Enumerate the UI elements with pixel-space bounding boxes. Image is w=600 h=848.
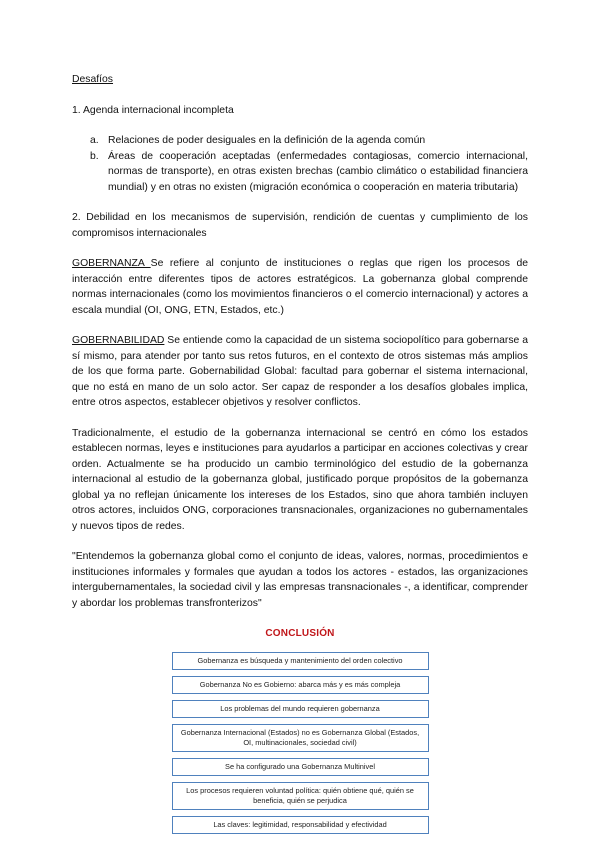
conclusion-box: Gobernanza No es Gobierno: abarca más y es más compleja	[172, 676, 429, 694]
gobernanza-paragraph	[72, 256, 528, 318]
gobernabilidad-text: Se entiende como la capacidad de un sistema sociopolítico para gobernarse a sí mismo, para atender por tanto sus retos futuros, en el contexto de otros sistemas más amplios de los que forma parte. Gobernabilidad Global: facultad para gobernar el sistema internacional, que no está en mano de un solo actor. Ser capaz de responder a los desafíos globales implica, entre otros aspectos, establecer objetivos y resolver conflictos.	[72, 335, 528, 408]
conclusion-box: Los problemas del mundo requieren gobernanza	[172, 700, 429, 718]
gobernabilidad-term: GOBERNABILIDAD	[72, 335, 165, 346]
conclusion-box: Gobernanza es búsqueda y mantenimiento del orden colectivo	[172, 652, 429, 670]
conclusion-box: Gobernanza Internacional (Estados) no es Gobernanza Global (Estados, OI, multinacionales, sociedad civil)	[172, 724, 429, 752]
gobernanza-text: Se refiere al conjunto de instituciones o reglas que rigen los procesos de interacción entre diferentes tipos de actores estratégicos. La gobernanza global comprende normas internacionales (como los movimientos financieros o el comercio internacional) y actores a escala mundial (OI, ONG, ETN, Estados, etc.)	[72, 258, 528, 316]
quote-paragraph: "Entendemos la gobernanza global como el conjunto de ideas, valores, normas, procedimientos e instituciones informales y formales que ayudan a todos los actores - estados, las organizaciones intergubernamentales, la sociedad civil y las empresas transnacionales -, a identificar, comprender y abordar los problemas transfronterizos"	[72, 551, 528, 609]
debilidad-item: 2. Debilidad en los mecanismos de supervisión, rendición de cuentas y cumplimiento de los compromisos internacionales	[72, 212, 528, 239]
conclusion-boxes	[172, 652, 429, 834]
conclusion-box: Los procesos requieren voluntad política: quién obtiene qué, quién se beneficia, quién se perjudica	[172, 782, 429, 810]
agenda-item: 1. Agenda internacional incompleta	[72, 104, 234, 116]
gobernanza-term: GOBERNANZA	[72, 258, 151, 269]
list-item	[72, 149, 528, 196]
gobernabilidad-paragraph	[72, 333, 528, 411]
tradicional-paragraph: Tradicionalmente, el estudio de la gobernanza internacional se centró en cómo los estados establecen normas, leyes e instituciones para ayudarlos a participar en acciones colectivas y crear orden. Actualmente se ha producido un cambio terminológico del estudio de la gobernanza internacional al estudio de la gobernanza global, justificado porque propósitos de la gobernanza global ya no reflejan únicamente los intereses de los Estados, sino que ahora también incluyen otros actores, incluidos ONG, corporaciones transnacionales, organizaciones no gubernamentales y nuevos tipos de redes.	[72, 427, 528, 532]
conclusion-box: Las claves: legitimidad, responsabilidad y efectividad	[172, 816, 429, 834]
list-marker: a.	[90, 135, 99, 146]
conclusion-title: CONCLUSIÓN	[265, 628, 335, 639]
list-marker: b.	[90, 150, 99, 162]
agenda-sublist	[72, 133, 528, 195]
document-page	[72, 72, 528, 840]
list-item-text: Relaciones de poder desiguales en la definición de la agenda común	[108, 135, 426, 146]
section-heading: Desafíos	[72, 74, 114, 85]
list-item-text: Áreas de cooperación aceptadas (enfermedades contagiosas, comercio internacional, normas de transporte), en otras existen brechas (cambio climático o estabilidad financiera mundial) y en otras no existen (migración económica o cooperación en materia tributaria)	[108, 150, 528, 193]
conclusion-box: Se ha configurado una Gobernanza Multinivel	[172, 758, 429, 776]
list-item	[72, 133, 528, 149]
